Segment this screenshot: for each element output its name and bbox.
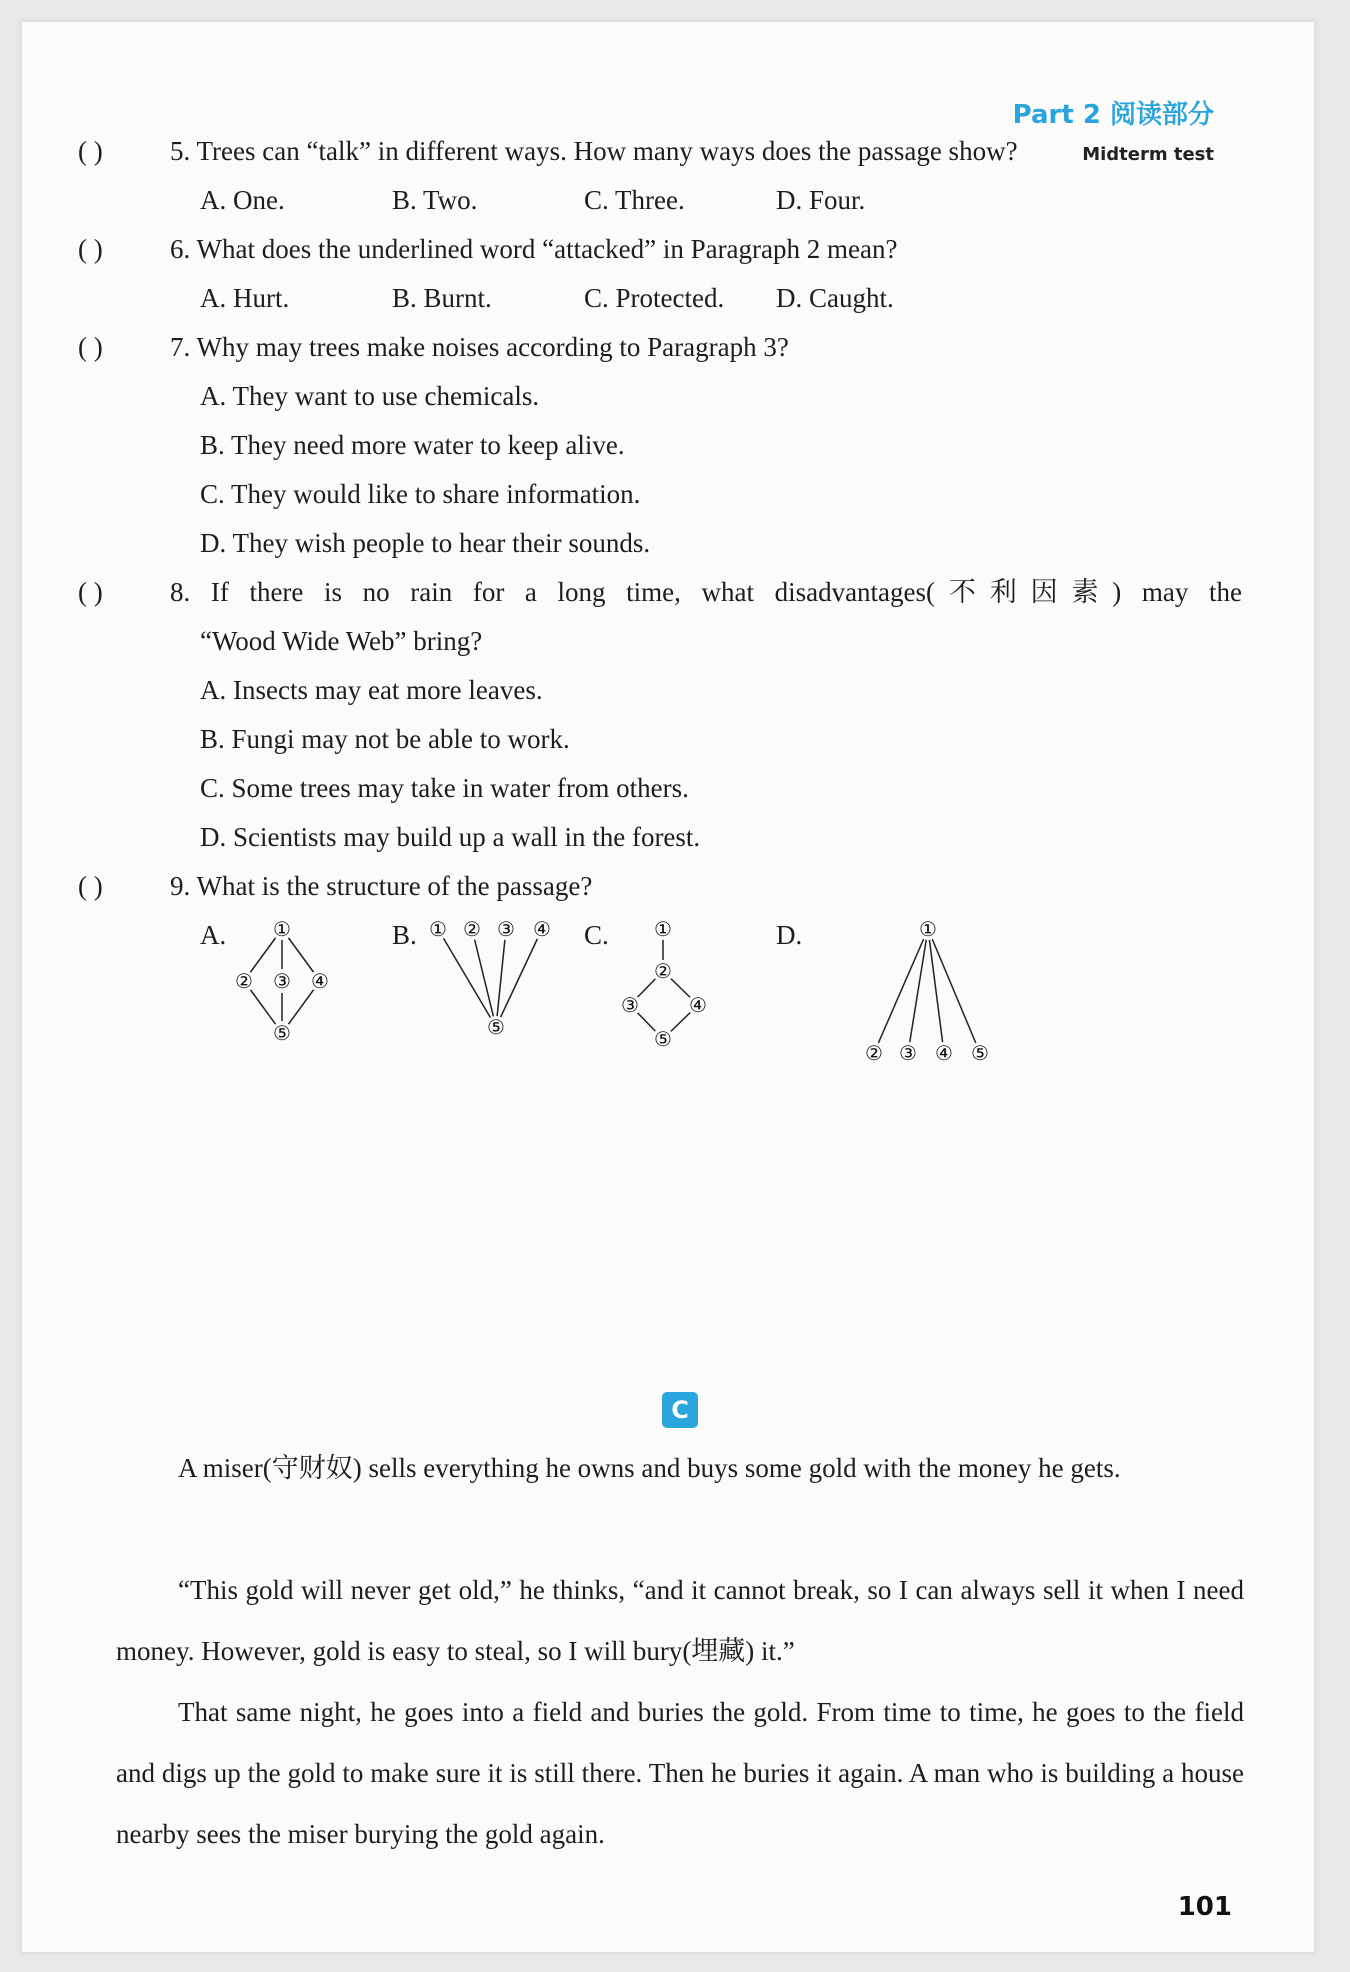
node-1: ① <box>429 919 447 941</box>
node-2: ② <box>235 971 253 993</box>
option-a: A. Insects may eat more leaves. <box>200 675 543 705</box>
question-stem-continued: “Wood Wide Web” bring? <box>200 626 483 656</box>
node-1: ① <box>919 919 937 941</box>
option-c: C. Protected. <box>584 283 725 313</box>
option-a-label: A. <box>200 920 227 950</box>
passage-paragraph-1: A miser(守财奴) sells everything he owns and buys some gold with the money he gets. <box>178 1453 1121 1483</box>
node-4: ④ <box>533 919 551 941</box>
question-stem: 9. What is the structure of the passage? <box>170 871 593 901</box>
answer-blank[interactable]: ( ) <box>78 234 103 264</box>
option-b: B. They need more water to keep alive. <box>200 430 625 460</box>
answer-blank[interactable]: ( ) <box>78 577 103 607</box>
answer-blank[interactable]: ( ) <box>78 332 103 362</box>
option-c: C. They would like to share information. <box>200 479 641 509</box>
node-5: ⑤ <box>654 1029 672 1051</box>
option-d: D. Scientists may build up a wall in the forest. <box>200 822 701 852</box>
option-b: B. Fungi may not be able to work. <box>200 724 570 754</box>
node-1: ① <box>654 919 672 941</box>
node-3: ③ <box>899 1043 917 1065</box>
node-1: ① <box>273 919 291 941</box>
node-5: ⑤ <box>971 1043 989 1065</box>
option-b: B. Two. <box>392 185 478 215</box>
header-subtitle: Midterm test <box>1082 144 1214 165</box>
page-number: 101 <box>1177 1892 1232 1922</box>
question-stem: 8. If there is no rain for a long time, what disadvantages(不利因素) may the <box>170 577 1242 607</box>
structure-diagram-b <box>426 917 576 1042</box>
header-part-title: Part 2 阅读部分 <box>1012 100 1214 130</box>
option-a: A. They want to use chemicals. <box>200 381 540 411</box>
passage-paragraph-2: “This gold will never get old,” he thinks, “and it cannot break, so I can always sell it when I need money. However, gold is easy to steal, so I will bury(埋藏) it.” <box>116 1575 1244 1666</box>
section-c-badge: C <box>662 1392 698 1428</box>
node-5: ⑤ <box>487 1017 505 1039</box>
node-4: ④ <box>311 971 329 993</box>
node-3: ③ <box>273 971 291 993</box>
page <box>22 22 1314 1952</box>
option-c: C. Three. <box>584 185 685 215</box>
node-3: ③ <box>497 919 515 941</box>
option-a: A. Hurt. <box>200 283 290 313</box>
question-stem: 5. Trees can “talk” in different ways. How many ways does the passage show? <box>170 136 1018 166</box>
node-4: ④ <box>689 995 707 1017</box>
structure-diagram-a <box>222 917 342 1047</box>
structure-diagram-d <box>856 917 1016 1067</box>
node-2: ② <box>654 961 672 983</box>
option-c: C. Some trees may take in water from others. <box>200 773 689 803</box>
option-a: A. One. <box>200 185 285 215</box>
option-d-label: D. <box>776 920 803 950</box>
question-stem: 6. What does the underlined word “attacked” in Paragraph 2 mean? <box>170 234 898 264</box>
question-stem: 7. Why may trees make noises according to Paragraph 3? <box>170 332 789 362</box>
option-b-label: B. <box>392 920 417 950</box>
node-4: ④ <box>935 1043 953 1065</box>
option-d: D. Caught. <box>776 283 894 313</box>
node-2: ② <box>463 919 481 941</box>
option-d: D. Four. <box>776 185 866 215</box>
option-c-label: C. <box>584 920 609 950</box>
structure-diagram-c <box>608 917 718 1057</box>
node-5: ⑤ <box>273 1023 291 1045</box>
node-3: ③ <box>621 995 639 1017</box>
node-2: ② <box>865 1043 883 1065</box>
option-b: B. Burnt. <box>392 283 492 313</box>
answer-blank[interactable]: ( ) <box>78 871 103 901</box>
passage-paragraph-3: That same night, he goes into a field and buries the gold. From time to time, he goes to the field and digs up the gold to make sure it is still there. Then he buries it again. A man who is building a house nearby sees the miser burying the gold again. <box>116 1697 1244 1849</box>
answer-blank[interactable]: ( ) <box>78 136 103 166</box>
option-d: D. They wish people to hear their sounds. <box>200 528 651 558</box>
